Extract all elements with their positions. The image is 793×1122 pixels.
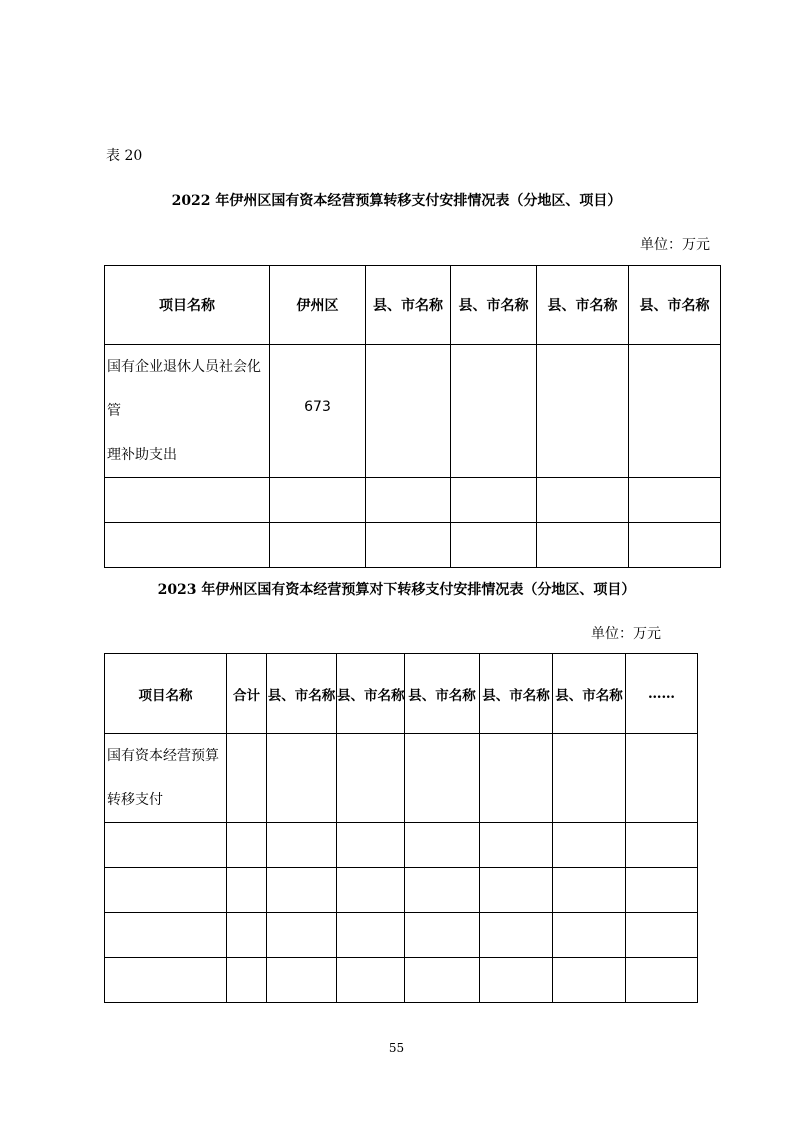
table-cell — [451, 523, 537, 568]
table-cell — [629, 345, 721, 478]
table-cell — [405, 823, 480, 868]
table-cell — [267, 868, 337, 913]
table-cell — [105, 823, 227, 868]
table-cell — [405, 734, 480, 823]
table-cell — [337, 823, 405, 868]
table2-header-cell: 县、市名称 — [553, 654, 626, 734]
table-cell — [480, 734, 553, 823]
table-cell — [451, 478, 537, 523]
table-cell — [267, 958, 337, 1003]
table-cell — [337, 868, 405, 913]
table2-header-cell: 项目名称 — [105, 654, 227, 734]
table-cell — [270, 523, 366, 568]
table-cell — [553, 868, 626, 913]
row-label — [105, 345, 270, 478]
table-row — [105, 734, 698, 823]
table-cell — [227, 868, 267, 913]
table1-header-cell: 县、市名称 — [451, 266, 537, 345]
table-cell — [480, 958, 553, 1003]
table-cell — [480, 868, 553, 913]
table1 — [104, 265, 721, 568]
table-cell — [553, 734, 626, 823]
table2-header-cell: 县、市名称 — [337, 654, 405, 734]
table-cell — [366, 523, 451, 568]
table2 — [104, 653, 698, 1003]
table-cell — [451, 345, 537, 478]
table-cell — [405, 868, 480, 913]
table-cell — [626, 913, 698, 958]
table-cell — [537, 523, 629, 568]
table2-header-row — [105, 654, 698, 734]
table-cell — [105, 868, 227, 913]
table-cell — [405, 958, 480, 1003]
table1-header-cell: 项目名称 — [105, 266, 270, 345]
table-cell — [227, 823, 267, 868]
table-cell — [337, 734, 405, 823]
table-cell — [337, 958, 405, 1003]
table-cell — [105, 523, 270, 568]
table-cell — [227, 734, 267, 823]
table-cell — [267, 913, 337, 958]
table-cell — [537, 345, 629, 478]
table-cell — [629, 478, 721, 523]
table-label: 表 20 — [106, 148, 143, 164]
table-cell — [537, 478, 629, 523]
table-cell — [629, 523, 721, 568]
table1-unit: 单位：万元 — [640, 237, 710, 253]
table2-title: 2023 年伊州区国有资本经营预算对下转移支付安排情况表（分地区、项目） — [157, 582, 636, 598]
page-number: 55 — [388, 1041, 405, 1055]
table-row — [105, 478, 721, 523]
table-cell — [480, 823, 553, 868]
table-cell — [366, 478, 451, 523]
row-label-line: 国有资本经营预算 — [107, 748, 219, 764]
table-cell — [227, 958, 267, 1003]
table-cell — [553, 823, 626, 868]
table-row — [105, 523, 721, 568]
row-label-line: 转移支付 — [107, 792, 163, 808]
row-label — [105, 734, 227, 823]
table-cell — [267, 823, 337, 868]
table1-title: 2022 年伊州区国有资本经营预算转移支付安排情况表（分地区、项目） — [171, 193, 622, 209]
table2-unit: 单位：万元 — [591, 626, 661, 642]
table-row — [105, 868, 698, 913]
table-cell — [366, 345, 451, 478]
table-cell — [626, 734, 698, 823]
table-cell — [105, 958, 227, 1003]
table1-header-cell: 县、市名称 — [629, 266, 721, 345]
table-cell — [626, 823, 698, 868]
table-cell — [227, 913, 267, 958]
table2-header-cell: 县、市名称 — [405, 654, 480, 734]
table-cell — [270, 478, 366, 523]
table-cell — [337, 913, 405, 958]
table-cell — [480, 913, 553, 958]
table-row — [105, 345, 721, 478]
table2-header-cell: …… — [626, 654, 698, 734]
table-row — [105, 823, 698, 868]
table-cell — [267, 734, 337, 823]
table-cell — [553, 958, 626, 1003]
table2-header-cell: 县、市名称 — [480, 654, 553, 734]
table-cell: 673 — [270, 345, 366, 478]
table2-header-cell: 县、市名称 — [267, 654, 337, 734]
table-cell — [405, 913, 480, 958]
table2-header-cell: 合计 — [227, 654, 267, 734]
table-cell — [626, 958, 698, 1003]
row-label-line: 国有企业退休人员社会化管 — [107, 359, 261, 419]
table1-header-cell: 伊州区 — [270, 266, 366, 345]
table-cell — [105, 478, 270, 523]
table1-header-row — [105, 266, 721, 345]
table-row — [105, 958, 698, 1003]
row-label-line: 理补助支出 — [107, 447, 177, 463]
table1-header-cell: 县、市名称 — [366, 266, 451, 345]
table-cell — [105, 913, 227, 958]
table-cell — [626, 868, 698, 913]
table-cell — [553, 913, 626, 958]
table-row — [105, 913, 698, 958]
table1-header-cell: 县、市名称 — [537, 266, 629, 345]
